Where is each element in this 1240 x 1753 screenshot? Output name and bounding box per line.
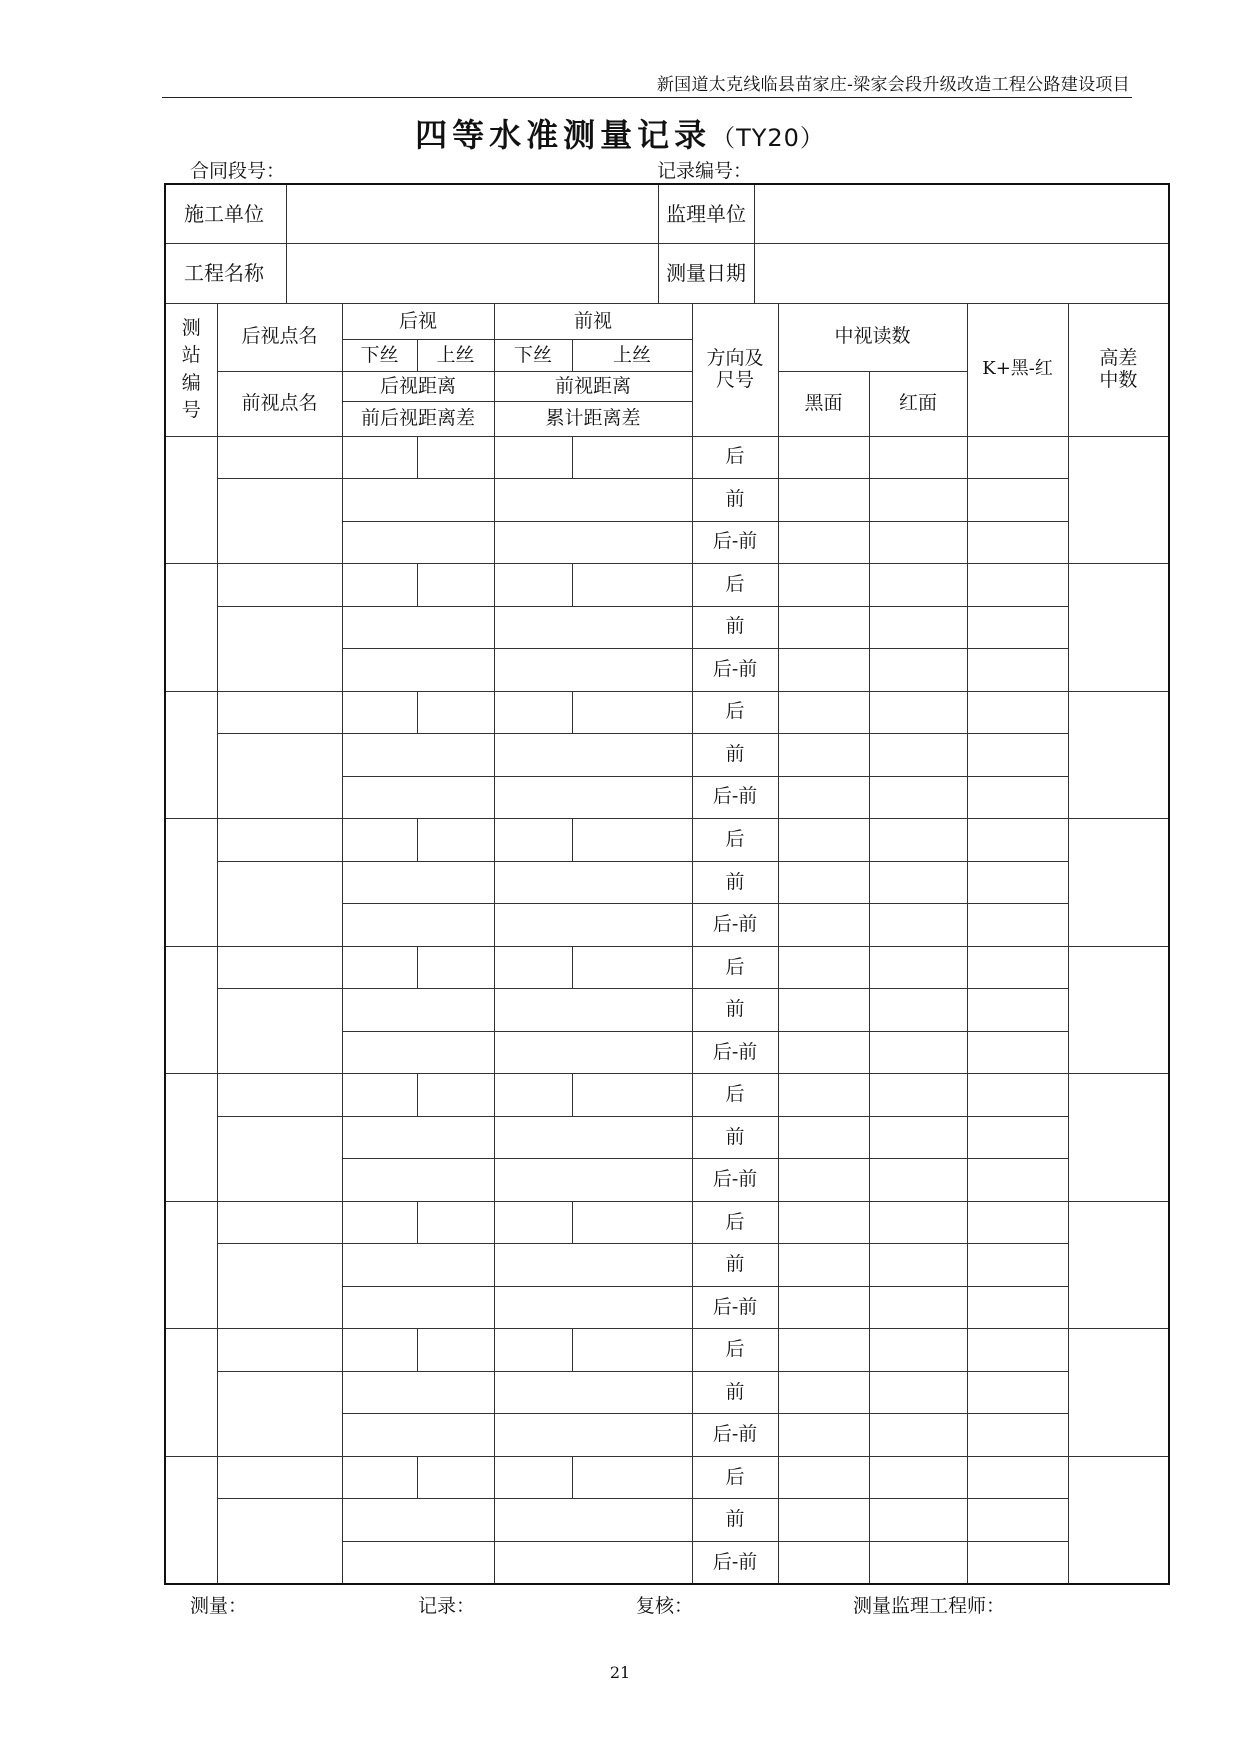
back-distance-cell[interactable]: [342, 606, 494, 649]
supervisor-label: 测量监理工程师：: [853, 1595, 1006, 1617]
col-distance-diff: 前后视距离差: [342, 402, 494, 436]
height-diff-mean-cell[interactable]: [1068, 946, 1169, 1074]
station-no-cell[interactable]: [165, 691, 217, 819]
checker-label: 复核：: [636, 1595, 694, 1617]
black-face-cell[interactable]: [778, 1201, 869, 1244]
row-label-back: 后: [692, 819, 778, 862]
page-title: [0, 110, 1240, 156]
back-distance-cell[interactable]: [342, 1371, 494, 1414]
station-row-back: [165, 1074, 1169, 1117]
front-upper-wire-cell[interactable]: [572, 564, 692, 607]
back-distance-cell[interactable]: [342, 734, 494, 777]
k-black-red-cell[interactable]: [967, 479, 1068, 522]
front-upper-wire-cell[interactable]: [572, 1074, 692, 1117]
row-label-back: 后: [692, 1456, 778, 1499]
survey-date-field[interactable]: [754, 244, 1169, 304]
row-label-back-minus-front: 后-前: [692, 1414, 778, 1457]
black-face-cell[interactable]: [778, 989, 869, 1032]
station-no-cell[interactable]: [165, 946, 217, 1074]
red-face-cell[interactable]: [869, 1456, 967, 1499]
front-upper-wire-cell[interactable]: [572, 946, 692, 989]
row-label-front: 前: [692, 479, 778, 522]
row-label-back-minus-front: 后-前: [692, 1159, 778, 1202]
col-black-face: 黑面: [778, 371, 869, 436]
front-upper-wire-cell[interactable]: [572, 1456, 692, 1499]
row-label-back-minus-front: 后-前: [692, 1031, 778, 1074]
height-diff-mean-cell[interactable]: [1068, 564, 1169, 692]
red-face-cell[interactable]: [869, 649, 967, 692]
black-face-cell[interactable]: [778, 1286, 869, 1329]
cumulative-diff-cell[interactable]: [494, 1159, 692, 1202]
row-label-front: 前: [692, 989, 778, 1032]
distance-diff-cell[interactable]: [342, 1031, 494, 1074]
red-face-cell[interactable]: [869, 1541, 967, 1584]
front-distance-cell[interactable]: [494, 861, 692, 904]
back-upper-wire-cell[interactable]: [417, 1074, 494, 1117]
black-face-cell[interactable]: [778, 861, 869, 904]
cumulative-diff-cell[interactable]: [494, 1414, 692, 1457]
red-face-cell[interactable]: [869, 819, 967, 862]
col-height-diff-mean: [1068, 303, 1169, 436]
black-face-cell[interactable]: [778, 1456, 869, 1499]
k-black-red-cell[interactable]: [967, 1541, 1068, 1584]
k-black-red-cell[interactable]: [967, 1286, 1068, 1329]
back-lower-wire-cell[interactable]: [342, 819, 417, 862]
k-black-red-cell[interactable]: [967, 1031, 1068, 1074]
row-label-back-minus-front: 后-前: [692, 1541, 778, 1584]
foresight-point-cell[interactable]: [217, 1499, 342, 1584]
col-middle-reading: 中视读数: [778, 303, 967, 371]
black-face-cell[interactable]: [778, 564, 869, 607]
contract-label: 合同段号：: [190, 160, 286, 182]
k-black-red-cell[interactable]: [967, 436, 1068, 479]
front-distance-cell[interactable]: [494, 989, 692, 1032]
col-cumulative-diff: 累计距离差: [494, 402, 692, 436]
survey-record-table: [164, 183, 1170, 1585]
station-no-cell[interactable]: [165, 1329, 217, 1457]
station-row-front: [165, 479, 1169, 522]
row-label-back: 后: [692, 1329, 778, 1372]
k-black-red-cell[interactable]: [967, 1499, 1068, 1542]
front-distance-cell[interactable]: [494, 1116, 692, 1159]
k-black-red-cell[interactable]: [967, 989, 1068, 1032]
black-face-cell[interactable]: [778, 1031, 869, 1074]
construction-unit-label: 施工单位: [165, 184, 286, 244]
black-face-cell[interactable]: [778, 776, 869, 819]
distance-diff-cell[interactable]: [342, 649, 494, 692]
front-upper-wire-cell[interactable]: [572, 1329, 692, 1372]
col-front-upper-wire: 上丝: [572, 340, 692, 371]
back-distance-cell[interactable]: [342, 1116, 494, 1159]
distance-diff-cell[interactable]: [342, 1159, 494, 1202]
station-no-cell[interactable]: [165, 819, 217, 947]
surveyor-label: 测量：: [190, 1595, 248, 1617]
black-face-cell[interactable]: [778, 734, 869, 777]
front-distance-cell[interactable]: [494, 1371, 692, 1414]
row-label-back-minus-front: 后-前: [692, 776, 778, 819]
k-black-red-cell[interactable]: [967, 1201, 1068, 1244]
red-face-cell[interactable]: [869, 1159, 967, 1202]
red-face-cell[interactable]: [869, 606, 967, 649]
foresight-point-cell[interactable]: [217, 1116, 342, 1201]
height-diff-mean-cell[interactable]: [1068, 436, 1169, 564]
red-face-cell[interactable]: [869, 521, 967, 564]
black-face-cell[interactable]: [778, 1116, 869, 1159]
back-distance-cell[interactable]: [342, 1499, 494, 1542]
row-label-front: 前: [692, 1244, 778, 1287]
station-row-front: [165, 861, 1169, 904]
back-upper-wire-cell[interactable]: [417, 1456, 494, 1499]
row-label-back: 后: [692, 946, 778, 989]
red-face-cell[interactable]: [869, 989, 967, 1032]
height-diff-mean-cell[interactable]: [1068, 691, 1169, 819]
col-red-face: 红面: [869, 371, 967, 436]
row-label-front: 前: [692, 606, 778, 649]
col-k-black-red: K+黑-红: [967, 303, 1068, 436]
red-face-cell[interactable]: [869, 1414, 967, 1457]
col-back-distance: 后视距离: [342, 371, 494, 401]
height-diff-mean-cell[interactable]: [1068, 1074, 1169, 1202]
black-face-cell[interactable]: [778, 1159, 869, 1202]
k-black-red-cell[interactable]: [967, 776, 1068, 819]
k-black-red-cell[interactable]: [967, 1414, 1068, 1457]
black-face-cell[interactable]: [778, 1244, 869, 1287]
height-diff-mean-cell[interactable]: [1068, 1329, 1169, 1457]
red-face-cell[interactable]: [869, 861, 967, 904]
red-face-cell[interactable]: [869, 479, 967, 522]
back-lower-wire-cell[interactable]: [342, 1074, 417, 1117]
row-label-front: 前: [692, 1371, 778, 1414]
title-code: （TY20）: [711, 124, 825, 152]
red-face-cell[interactable]: [869, 436, 967, 479]
back-upper-wire-cell[interactable]: [417, 436, 494, 479]
front-lower-wire-cell[interactable]: [494, 1074, 572, 1117]
row-label-front: 前: [692, 1116, 778, 1159]
record-no-label: 记录编号：: [657, 160, 753, 182]
black-face-cell[interactable]: [778, 1414, 869, 1457]
front-lower-wire-cell[interactable]: [494, 819, 572, 862]
k-black-red-cell[interactable]: [967, 691, 1068, 734]
station-row-back: [165, 1201, 1169, 1244]
back-lower-wire-cell[interactable]: [342, 436, 417, 479]
cumulative-diff-cell[interactable]: [494, 1286, 692, 1329]
station-row-front: [165, 1244, 1169, 1287]
station-no-cell[interactable]: [165, 564, 217, 692]
station-no-text: 测 站 编 号: [181, 316, 201, 422]
red-face-cell[interactable]: [869, 734, 967, 777]
back-distance-cell[interactable]: [342, 1244, 494, 1287]
k-black-red-cell[interactable]: [967, 1074, 1068, 1117]
backsight-point-cell[interactable]: [217, 819, 342, 862]
cumulative-diff-cell[interactable]: [494, 776, 692, 819]
red-face-cell[interactable]: [869, 1201, 967, 1244]
row-label-back-minus-front: 后-前: [692, 904, 778, 947]
project-name-label: 工程名称: [165, 244, 286, 304]
height-diff-mean-cell[interactable]: [1068, 1456, 1169, 1584]
station-row-front: [165, 1499, 1169, 1542]
header-rule: [162, 97, 1132, 98]
k-black-red-cell[interactable]: [967, 1371, 1068, 1414]
title-main: 四等水准测量记录: [415, 116, 712, 154]
col-back-lower-wire: 下丝: [342, 340, 417, 371]
col-backsight-point: 后视点名: [217, 303, 342, 371]
row-label-back-minus-front: 后-前: [692, 1286, 778, 1329]
front-lower-wire-cell[interactable]: [494, 1329, 572, 1372]
front-distance-cell[interactable]: [494, 479, 692, 522]
k-black-red-cell[interactable]: [967, 861, 1068, 904]
backsight-point-cell[interactable]: [217, 1201, 342, 1244]
front-distance-cell[interactable]: [494, 1244, 692, 1287]
k-black-red-cell[interactable]: [967, 649, 1068, 692]
height-diff-mean-cell[interactable]: [1068, 819, 1169, 947]
station-row-back: [165, 946, 1169, 989]
black-face-cell[interactable]: [778, 1541, 869, 1584]
k-black-red-cell[interactable]: [967, 1244, 1068, 1287]
page-number: 21: [609, 1663, 631, 1682]
station-row-front: [165, 734, 1169, 777]
front-distance-cell[interactable]: [494, 606, 692, 649]
back-lower-wire-cell[interactable]: [342, 1201, 417, 1244]
info-row-1: [165, 184, 1169, 244]
front-distance-cell[interactable]: [494, 1499, 692, 1542]
row-label-back: 后: [692, 1074, 778, 1117]
back-distance-cell[interactable]: [342, 479, 494, 522]
red-face-cell[interactable]: [869, 1371, 967, 1414]
black-face-cell[interactable]: [778, 649, 869, 692]
black-face-cell[interactable]: [778, 606, 869, 649]
red-face-cell[interactable]: [869, 564, 967, 607]
foresight-point-cell[interactable]: [217, 989, 342, 1074]
info-row-2: [165, 244, 1169, 304]
station-row-front: [165, 989, 1169, 1032]
col-front-lower-wire: 下丝: [494, 340, 572, 371]
red-face-cell[interactable]: [869, 776, 967, 819]
front-lower-wire-cell[interactable]: [494, 1201, 572, 1244]
k-black-red-cell[interactable]: [967, 946, 1068, 989]
project-header: 新国道太克线临县苗家庄-梁家会段升级改造工程公路建设项目: [656, 75, 1130, 95]
col-backsight: 后视: [342, 303, 494, 339]
backsight-point-cell[interactable]: [217, 436, 342, 479]
back-lower-wire-cell[interactable]: [342, 691, 417, 734]
back-lower-wire-cell[interactable]: [342, 564, 417, 607]
back-lower-wire-cell[interactable]: [342, 1329, 417, 1372]
back-upper-wire-cell[interactable]: [417, 1201, 494, 1244]
black-face-cell[interactable]: [778, 1074, 869, 1117]
supervision-unit-label: 监理单位: [658, 184, 754, 244]
row-label-back: 后: [692, 564, 778, 607]
header-row-1: [165, 303, 1169, 339]
front-upper-wire-cell[interactable]: [572, 691, 692, 734]
front-lower-wire-cell[interactable]: [494, 1456, 572, 1499]
station-row-front: [165, 1116, 1169, 1159]
k-black-red-cell[interactable]: [967, 904, 1068, 947]
k-black-red-cell[interactable]: [967, 1159, 1068, 1202]
black-face-cell[interactable]: [778, 819, 869, 862]
col-foresight: 前视: [494, 303, 692, 339]
foresight-point-cell[interactable]: [217, 861, 342, 946]
backsight-point-cell[interactable]: [217, 946, 342, 989]
supervision-unit-field[interactable]: [754, 184, 1169, 244]
black-face-cell[interactable]: [778, 691, 869, 734]
row-label-front: 前: [692, 734, 778, 777]
red-face-cell[interactable]: [869, 1286, 967, 1329]
black-face-cell[interactable]: [778, 436, 869, 479]
project-name-field[interactable]: [286, 244, 658, 304]
cumulative-diff-cell[interactable]: [494, 1541, 692, 1584]
k-black-red-cell[interactable]: [967, 1116, 1068, 1159]
col-foresight-point: 前视点名: [217, 371, 342, 436]
station-row-back: [165, 819, 1169, 862]
red-face-cell[interactable]: [869, 1329, 967, 1372]
k-black-red-cell[interactable]: [967, 521, 1068, 564]
back-upper-wire-cell[interactable]: [417, 946, 494, 989]
station-row-back: [165, 436, 1169, 479]
station-row-front: [165, 606, 1169, 649]
back-lower-wire-cell[interactable]: [342, 1456, 417, 1499]
survey-date-label: 测量日期: [658, 244, 754, 304]
front-lower-wire-cell[interactable]: [494, 564, 572, 607]
red-face-cell[interactable]: [869, 1074, 967, 1117]
k-black-red-cell[interactable]: [967, 1456, 1068, 1499]
back-distance-cell[interactable]: [342, 861, 494, 904]
cumulative-diff-cell[interactable]: [494, 521, 692, 564]
back-lower-wire-cell[interactable]: [342, 946, 417, 989]
red-face-cell[interactable]: [869, 946, 967, 989]
red-face-cell[interactable]: [869, 1031, 967, 1074]
row-label-front: 前: [692, 1499, 778, 1542]
direction-rod-text: 方向及 尺号: [706, 346, 764, 391]
black-face-cell[interactable]: [778, 1371, 869, 1414]
backsight-point-cell[interactable]: [217, 1074, 342, 1117]
station-row-back: [165, 691, 1169, 734]
station-row-back: [165, 1329, 1169, 1372]
row-label-back-minus-front: 后-前: [692, 521, 778, 564]
col-back-upper-wire: 上丝: [417, 340, 494, 371]
back-upper-wire-cell[interactable]: [417, 564, 494, 607]
col-direction-rod: [692, 303, 778, 436]
distance-diff-cell[interactable]: [342, 1286, 494, 1329]
back-upper-wire-cell[interactable]: [417, 1329, 494, 1372]
backsight-point-cell[interactable]: [217, 1456, 342, 1499]
red-face-cell[interactable]: [869, 904, 967, 947]
construction-unit-field[interactable]: [286, 184, 658, 244]
black-face-cell[interactable]: [778, 521, 869, 564]
height-diff-mean-text: 高差 中数: [1099, 346, 1138, 391]
back-upper-wire-cell[interactable]: [417, 819, 494, 862]
front-upper-wire-cell[interactable]: [572, 1201, 692, 1244]
station-no-cell[interactable]: [165, 436, 217, 564]
cumulative-diff-cell[interactable]: [494, 1031, 692, 1074]
foresight-point-cell[interactable]: [217, 479, 342, 564]
black-face-cell[interactable]: [778, 1499, 869, 1542]
red-face-cell[interactable]: [869, 1499, 967, 1542]
backsight-point-cell[interactable]: [217, 691, 342, 734]
row-label-back-minus-front: 后-前: [692, 649, 778, 692]
black-face-cell[interactable]: [778, 904, 869, 947]
station-no-cell[interactable]: [165, 1456, 217, 1584]
col-front-distance: 前视距离: [494, 371, 692, 401]
black-face-cell[interactable]: [778, 1329, 869, 1372]
cumulative-diff-cell[interactable]: [494, 904, 692, 947]
red-face-cell[interactable]: [869, 691, 967, 734]
black-face-cell[interactable]: [778, 479, 869, 522]
foresight-point-cell[interactable]: [217, 734, 342, 819]
cumulative-diff-cell[interactable]: [494, 649, 692, 692]
front-lower-wire-cell[interactable]: [494, 436, 572, 479]
k-black-red-cell[interactable]: [967, 734, 1068, 777]
height-diff-mean-cell[interactable]: [1068, 1201, 1169, 1329]
back-distance-cell[interactable]: [342, 989, 494, 1032]
distance-diff-cell[interactable]: [342, 776, 494, 819]
row-label-front: 前: [692, 861, 778, 904]
distance-diff-cell[interactable]: [342, 904, 494, 947]
black-face-cell[interactable]: [778, 946, 869, 989]
station-row-back: [165, 1456, 1169, 1499]
row-label-back: 后: [692, 691, 778, 734]
recorder-label: 记录：: [418, 1595, 476, 1617]
foresight-point-cell[interactable]: [217, 1244, 342, 1329]
back-upper-wire-cell[interactable]: [417, 691, 494, 734]
backsight-point-cell[interactable]: [217, 564, 342, 607]
distance-diff-cell[interactable]: [342, 521, 494, 564]
station-row-back: [165, 564, 1169, 607]
row-label-back: 后: [692, 436, 778, 479]
front-upper-wire-cell[interactable]: [572, 436, 692, 479]
front-distance-cell[interactable]: [494, 734, 692, 777]
k-black-red-cell[interactable]: [967, 1329, 1068, 1372]
distance-diff-cell[interactable]: [342, 1541, 494, 1584]
station-row-front: [165, 1371, 1169, 1414]
k-black-red-cell[interactable]: [967, 606, 1068, 649]
col-station-no: [165, 303, 217, 436]
foresight-point-cell[interactable]: [217, 606, 342, 691]
front-lower-wire-cell[interactable]: [494, 946, 572, 989]
red-face-cell[interactable]: [869, 1116, 967, 1159]
front-upper-wire-cell[interactable]: [572, 819, 692, 862]
front-lower-wire-cell[interactable]: [494, 691, 572, 734]
row-label-back: 后: [692, 1201, 778, 1244]
k-black-red-cell[interactable]: [967, 819, 1068, 862]
foresight-point-cell[interactable]: [217, 1371, 342, 1456]
station-no-cell[interactable]: [165, 1201, 217, 1329]
red-face-cell[interactable]: [869, 1244, 967, 1287]
distance-diff-cell[interactable]: [342, 1414, 494, 1457]
k-black-red-cell[interactable]: [967, 564, 1068, 607]
backsight-point-cell[interactable]: [217, 1329, 342, 1372]
station-no-cell[interactable]: [165, 1074, 217, 1202]
